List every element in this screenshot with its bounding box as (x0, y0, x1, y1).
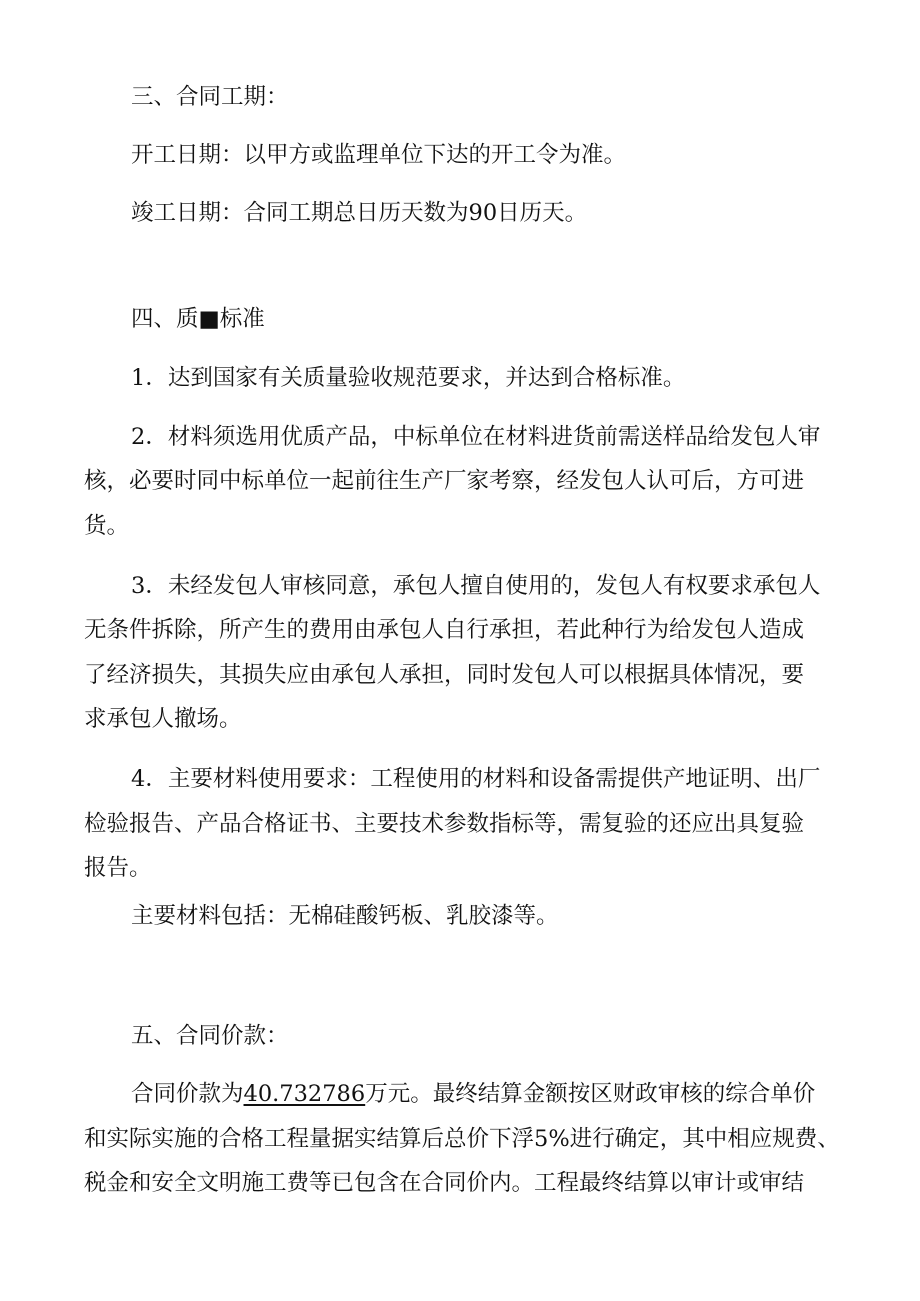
section-4-heading: 四、质■标准 (131, 306, 265, 332)
paragraph-line: 核，必要时同中标单位一起前往生产厂家考察，经发包人认可后，方可进 (84, 468, 805, 494)
paragraph-line: 2．材料须选用优质产品，中标单位在材料进货前需送样品给发包人审 (131, 424, 821, 450)
price-suffix: 万元。最终结算金额按区财政审核的综合单价 (365, 1081, 816, 1107)
contract-amount: 40.732786 (243, 1081, 366, 1107)
price-prefix: 合同价款为 (131, 1081, 244, 1107)
quality-item-1: 1．达到国家有关质量验收规范要求，并达到合格标准。 (131, 365, 686, 391)
start-date-text: 开工日期：以甲方或监理单位下达的开工令为准。 (131, 142, 627, 168)
section-3-heading: 三、合同工期： (131, 84, 289, 110)
paragraph-line: 和实际实施的合格工程量据实结算后总价下浮5%进行确定，其中相应规费、 (84, 1126, 840, 1152)
paragraph-line: 了经济损失，其损失应由承包人承担，同时发包人可以根据具体情况，要 (84, 662, 805, 688)
paragraph-line: 4．主要材料使用要求：工程使用的材料和设备需提供产地证明、出厂 (131, 766, 821, 792)
paragraph-line (131, 1079, 836, 1109)
end-date-text: 竣工日期：合同工期总日历天数为90日历天。 (131, 200, 588, 226)
paragraph-line: 报告。 (84, 855, 152, 881)
section-5-heading: 五、合同价款： (131, 1023, 289, 1049)
paragraph-line: 货。 (84, 513, 130, 539)
paragraph-line: 无条件拆除，所产生的费用由承包人自行承担，若此种行为给发包人造成 (84, 617, 805, 643)
paragraph-line: 检验报告、产品合格证书、主要技术参数指标等，需复验的还应出具复验 (84, 811, 805, 837)
paragraph-line: 求承包人撤场。 (84, 706, 242, 732)
paragraph-line: 3．未经发包人审核同意，承包人擅自使用的，发包人有权要求承包人 (131, 573, 821, 599)
paragraph-line: 税金和安全文明施工费等已包含在合同价内。工程最终结算以审计或审结 (84, 1170, 805, 1196)
main-materials-text: 主要材料包括：无棉硅酸钙板、乳胶漆等。 (131, 903, 559, 929)
